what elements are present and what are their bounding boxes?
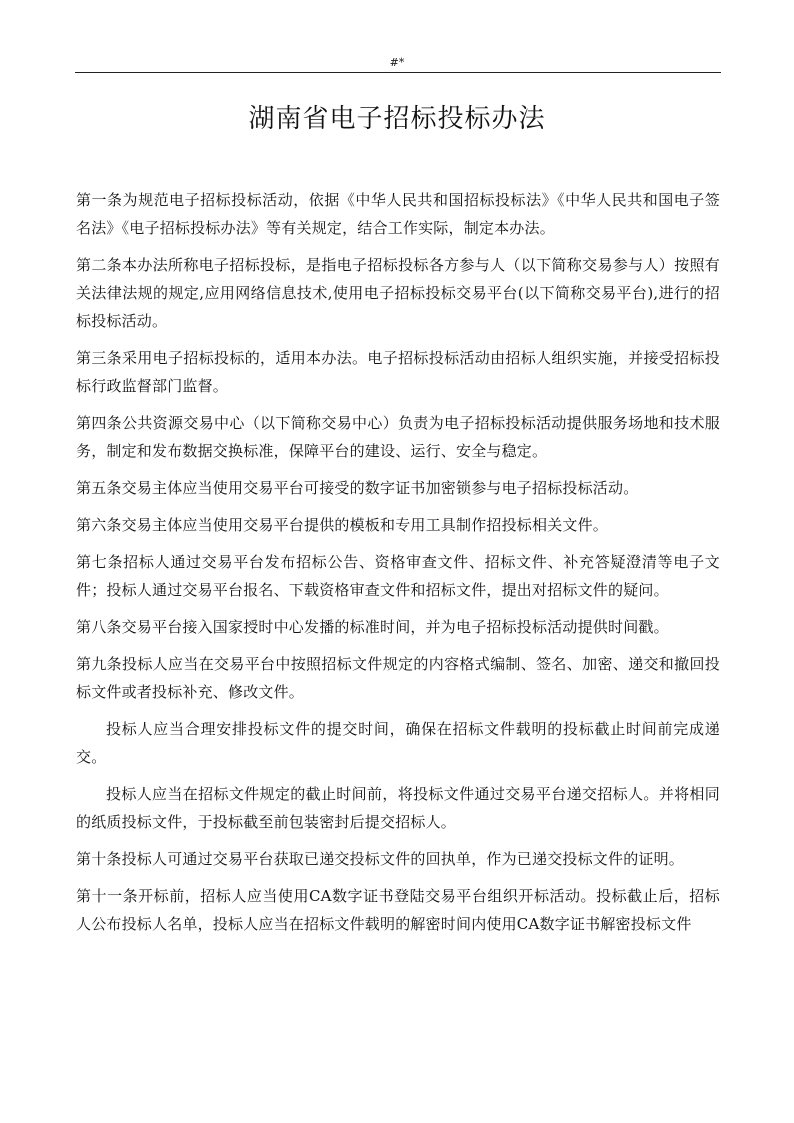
header-divider	[75, 72, 721, 73]
article-10: 第十条投标人可通过交易平台获取已递交投标文件的回执单，作为已递交投标文件的证明。	[76, 850, 685, 868]
document-title: 湖南省电子招标投标办法	[248, 104, 546, 134]
document-body	[76, 186, 720, 1046]
article-1: 第一条为规范电子招标投标活动，依据《中华人民共和国招标投标法》《中华人民共和国电子签名法》《电子招标投标办法》等有关规定，结合工作实际，制定本办法。	[76, 191, 720, 237]
article-11: 第十一条开标前，招标人应当使用CA数字证书登陆交易平台组织开标活动。投标截止后，招标人公布投标人名单，投标人应当在招标文件载明的解密时间内使用CA数字证书解密投标文件	[76, 887, 720, 933]
article-7: 第七条招标人通过交易平台发布招标公告、资格审查文件、招标文件、补充答疑澄清等电子文件；投标人通过交易平台报名、下载资格审查文件和招标文件，提出对招标文件的疑问。	[76, 553, 720, 599]
article-2: 第二条本办法所称电子招标投标，是指电子招标投标各方参与人（以下简称交易参与人）按照有关法律法规的规定,应用网络信息技术,使用电子招标投标交易平台(以下简称交易平台),进行的招标投标活动。	[76, 256, 720, 330]
article-9-clause-1: 投标人应当合理安排投标文件的提交时间，确保在招标文件载明的投标截止时间前完成递交。	[76, 720, 720, 766]
header-mark: #*	[389, 56, 405, 69]
article-4: 第四条公共资源交易中心（以下简称交易中心）负责为电子招标投标活动提供服务场地和技术服务，制定和发布数据交换标准，保障平台的建设、运行、安全与稳定。	[76, 414, 720, 460]
article-3: 第三条采用电子招标投标的，适用本办法。电子招标投标活动由招标人组织实施，并接受招标投标行政监督部门监督。	[76, 349, 720, 395]
article-9: 第九条投标人应当在交易平台中按照招标文件规定的内容格式编制、签名、加密、递交和撤回投标文件或者投标补充、修改文件。	[76, 655, 720, 701]
article-9-clause-2: 投标人应当在招标文件规定的截止时间前，将投标文件通过交易平台递交招标人。并将相同的纸质投标文件，于投标截至前包装密封后提交招标人。	[76, 785, 720, 831]
article-5: 第五条交易主体应当使用交易平台可接受的数字证书加密锁参与电子招标投标活动。	[76, 479, 639, 497]
article-6: 第六条交易主体应当使用交易平台提供的模板和专用工具制作招投标相关文件。	[76, 516, 609, 534]
article-8: 第八条交易平台接入国家授时中心发播的标准时间，并为电子招标投标活动提供时间戳。	[76, 618, 669, 636]
